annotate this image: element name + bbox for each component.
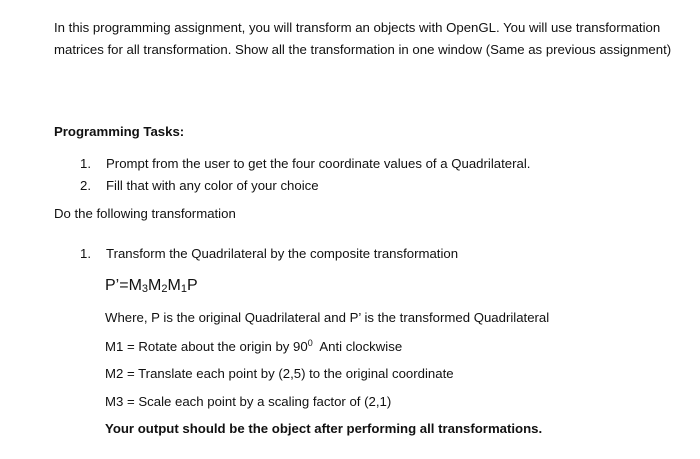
where-line: Where, P is the original Quadrilateral and P’ is the transformed Quadrilateral bbox=[105, 310, 550, 325]
transform-task bbox=[80, 246, 458, 261]
formula-m: M bbox=[148, 277, 162, 294]
degree-sup: 0 bbox=[307, 338, 313, 348]
formula-m-b: M bbox=[167, 277, 181, 294]
list-item bbox=[80, 175, 530, 197]
formula-sub-3: 3 bbox=[141, 283, 149, 295]
m3-line: M3 = Scale each point by a scaling factor of (2,1) bbox=[105, 394, 392, 409]
list-item bbox=[80, 153, 530, 175]
list-number: 2. bbox=[80, 178, 91, 193]
list-number: 1. bbox=[80, 246, 91, 261]
transform-text: Transform the Quadrilateral by the composite transformation bbox=[106, 246, 459, 261]
follow-heading: Do the following transformation bbox=[54, 206, 236, 221]
list-number: 1. bbox=[80, 156, 91, 171]
composite-formula bbox=[105, 277, 198, 295]
formula-sub-2: 2 bbox=[161, 283, 168, 295]
output-line: Your output should be the object after performing all transformations. bbox=[105, 421, 543, 436]
intro-paragraph: In this programming assignment, you will transform an objects with OpenGL. You will use transformation matrices for all transformation. Show all the transformation in one window (Same as previous assignment) bbox=[54, 20, 672, 57]
m1-text: M1 = Rotate about the origin by 90 bbox=[105, 339, 308, 354]
m1-direction: Anti clockwise bbox=[312, 339, 403, 354]
tasks-heading: Programming Tasks: bbox=[54, 124, 185, 139]
m2-line: M2 = Translate each point by (2,5) to the original coordinate bbox=[105, 366, 454, 381]
tasks-list bbox=[80, 153, 530, 197]
formula-sub-1: 1 bbox=[180, 283, 187, 295]
list-text: Prompt from the user to get the four coordinate values of a Quadrilateral. bbox=[106, 156, 531, 171]
formula-lhs: P’=M bbox=[105, 277, 142, 294]
formula-p: P bbox=[186, 277, 198, 294]
m1-line bbox=[105, 338, 402, 354]
list-text: Fill that with any color of your choice bbox=[106, 178, 319, 193]
